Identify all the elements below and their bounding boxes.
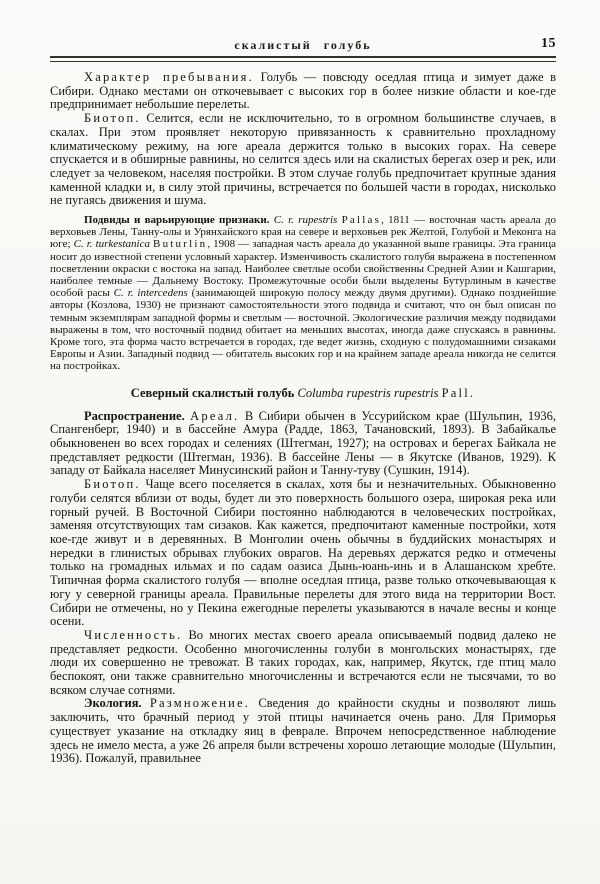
- text-segment: (занимающей широкую полосу между двумя другими). Однако позднейшие авторы (Козлова, 1930) не признают самостоятельности этого подвида и считают, что он был описан по темным экземплярам западной формы и светлым — восточной. Экологические различия между подвидами выражены в том, что восточный подвид обитает на меньших высотах, иногда даже спускаясь в равнины. Кроме того, эта форма часто встречается в городах, где ведет жизнь, сходную с полудомашними сизаками Европы и Азии. Западный подвид — обитатель высоких гор и на крайнем западе ареала никогда не селится на постройках.: [50, 287, 557, 373]
- text-segment: Экология.: [84, 696, 142, 711]
- text-segment: [142, 696, 150, 710]
- page-header: [50, 38, 556, 54]
- text-segment: Buturlin: [153, 238, 208, 251]
- text-segment: Численность.: [84, 627, 183, 642]
- paragraph-subspecies-note: [50, 214, 556, 373]
- text-block: [50, 71, 556, 766]
- text-segment: C. r. rupestris: [273, 214, 338, 227]
- text-segment: Pallas: [341, 214, 382, 227]
- text-segment: Голубь — повсюду оседлая птица и зимует даже в Сибири. Однако местами он откочевывает с высоких гор в более низкие области и кое-где предпринимает небольшие перелеты.: [50, 70, 557, 112]
- text-segment: Биотоп.: [84, 477, 141, 492]
- text-segment: C. r. intercedens: [113, 287, 188, 300]
- paragraph-biotope-species: [50, 478, 556, 629]
- running-title: скалистый голубь: [234, 38, 372, 52]
- paragraph-biotope-general: [50, 112, 556, 208]
- text-segment: Columba rupestris rupestris: [297, 385, 439, 400]
- paragraph-abundance: [50, 629, 556, 698]
- paragraph-ecology: [50, 697, 556, 766]
- text-segment: Ареал.: [190, 408, 240, 423]
- text-segment: Подвиды и варьирующие признаки.: [84, 214, 270, 227]
- page-number: 15: [541, 36, 556, 51]
- text-segment: Северный скалистый голубь: [130, 385, 298, 400]
- text-segment: Во многих местах своего ареала описываемый подвид далеко не представляет редкости. Особенно многочисленны голуби в монгольских монастырях, где люди их совершенно не тревожат. В таких городах, как, например, Якутск, где птиц мало беспокоят, они также сравнительно многочисленны и встречаются если не тысячами, то во всяком случае сотнями.: [50, 627, 556, 697]
- text-segment: Размножение.: [149, 696, 251, 711]
- text-segment: Чаще всего поселяется в скалах, хотя бы и незначительных. Обыкновенно голуби селятся вблизи от воды, будет ли это поверхность большого озера, широкая река или горный ручей. В Восточной Сибири постоянно наблюдаются в человеческих постройках, заменяя отсутствующих там сизаков. Как кажется, предпочитают каменные постройки, хотя кое-где живут и в деревянных. В Монголии очень обычны в буддийских монастырях и нередки в глинистых обрывах глубоких оврагов. На деревьях держатся редко и отмечены только на громадных ильмах и по садам оазиса Дынь-юань-инь и в Алашанском хребте. Типичная форма скалистого голубя — вполне оседлая птица, разве только откочевывающая к югу у северной границы ареала. Правильные перелеты для этого вида на территории Вост. Сибири не отмечены, но у Пекина ежегодные перелеты указываются в начале весны и конце осени.: [50, 477, 556, 629]
- species-heading: [50, 386, 556, 401]
- text-segment: Характер пребывания.: [84, 70, 254, 84]
- text-segment: C. r. turkestanica: [73, 238, 150, 251]
- text-segment: Распространение.: [84, 408, 185, 423]
- paragraph-distribution: [50, 410, 556, 479]
- text-segment: Сведения до крайности скудны и позволяют лишь заключить, что брачный период у этой птицы начинается очень рано. Для Приморья существует указание на откладку яиц в феврале. Впрочем непосредственное наблюдение здесь не имело места, а уже 26 апреля были встречены хорошо летающие молодые (Шульпин, 1936). Пожалуй, правильнее: [50, 696, 556, 766]
- text-segment: Биотоп.: [84, 111, 141, 126]
- text-segment: В Сибири обычен в Уссурийском крае (Шульпин, 1936, Спангенберг, 1940) и в бассейне Амура (Радде, 1863, Тачановский, 1893). В Забайкалье обыкновенен во всех городах и селениях (Штегман, 1927); на островах и берегах Байкала не представляет редкости (Штегман, 1936). В бассейне Лены — в Якутске (Иванов, 1929). К западу от Байкала населяет Минусинский район и Танну-туву (Сушкин, 1914).: [50, 408, 556, 478]
- text-segment: Селится, если не исключительно, то в огромном большинстве случаев, в скалах. При этом проявляет некоторую привязанность к сравнительно прохладному климатическому режиму, на юге ареала держится только в высоких горах. На севере спускается и в обширные равнины, но селится здесь или на скалистых берегах озер и рек, или следует за человеком, населяя постройки. В этом случае голубь предпочитает крупные здания каменной кладки и, в силу этой причины, встречается по большей части в городах, нисколько не пугаясь движения и шума.: [50, 111, 556, 208]
- text-segment: , 1811 — восточная часть ареала до верховьев Лены, Танну-олы и Урянхайского края на севере и верховьев рек Желтой, Голубой и Меконга на юге;: [50, 214, 557, 251]
- text-segment: , 1908 — западная часть ареала до указанной выше границы. Эта граница носит до известной степени условный характер. Изменчивость скалистого голубя выражена в постепенном посветлении окраски с востока на запад. Наиболее светлые особи свойственны Средней Азии и Кашгарии, наиболее темные — Дальнему Востоку. Промежуточные особи были выделены Бутурлиным в качестве особой расы: [50, 238, 556, 300]
- paragraph-character-of-stay: [50, 71, 556, 112]
- header-rule: [50, 56, 556, 62]
- text-segment: Pall.: [441, 385, 476, 400]
